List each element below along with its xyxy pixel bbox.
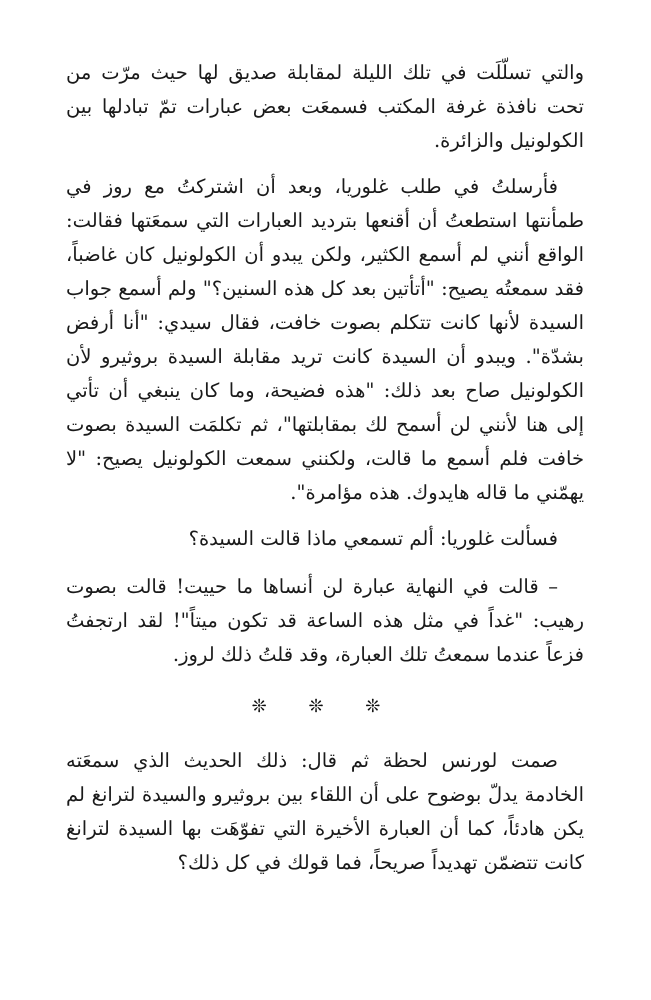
paragraph-continuation: والتي تسلّلَت في تلك الليلة لمقابلة صديق لها حيث مرّت من تحت نافذة غرفة المكتب فسمعَت بعض عبارات تمّ تبادلها بين الكولونيل والزائرة. <box>66 61 584 152</box>
section-separator: ❊ ❊ ❊ <box>251 696 399 717</box>
paragraph-gloria-answer: – قالت في النهاية عبارة لن أنساها ما حييت! قالت بصوت رهيب: "غداً في مثل هذه الساعة قد تكون ميتاً"! لقد ارتجفتُ فزعاً عندما سمعتُ تلك العبارة، وقد قلتُ ذلك لروز. <box>66 575 584 666</box>
book-page <box>66 56 584 880</box>
paragraph-lawrence: صمت لورنس لحظة ثم قال: ذلك الحديث الذي سمعَته الخادمة يدلّ بوضوح على أن اللقاء بين بروثيرو والسيدة لترانغ لم يكن هادئاً، كما أن العبارة الأخيرة التي تفوّهَت بها السيدة لترانغ كانت تتضمّن تهديداً صريحاً، فما قولك في كل ذلك؟ <box>66 749 584 874</box>
paragraph-question: فسألت غلوريا: ألم تسمعي ماذا قالت السيدة؟ <box>188 527 558 550</box>
paragraph-gloria-testimony: فأرسلتُ في طلب غلوريا، وبعد أن اشتركتُ مع روز في طمأنتها استطعتُ أن أقنعها بترديد العبارات التي سمعَتها فقالت: الواقع أنني لم أسمع الكثير، ولكن يبدو أن الكولونيل كان غاضباً، فقد سمعتُه يصيح: "أتأتين بعد كل هذه السنين؟" ولم أسمع جواب السيدة لأنها كانت تتكلم بصوت خافت، فقال سيدي: "أنا أرفض بشدّة". ويبدو أن السيدة كانت تريد مقابلة السيدة بروثيرو لأن الكولونيل صاح بعد ذلك: "هذه فضيحة، وما كان ينبغي أن تأتي إلى هنا لأنني لن أسمح لك بمقابلتها"، ثم تكلمَت السيدة بصوت خافت فلم أسمع ما قالت، ولكنني سمعت الكولونيل يصيح: "لا يهمّني ما قاله هايدوك. هذه مؤامرة". <box>66 175 584 504</box>
